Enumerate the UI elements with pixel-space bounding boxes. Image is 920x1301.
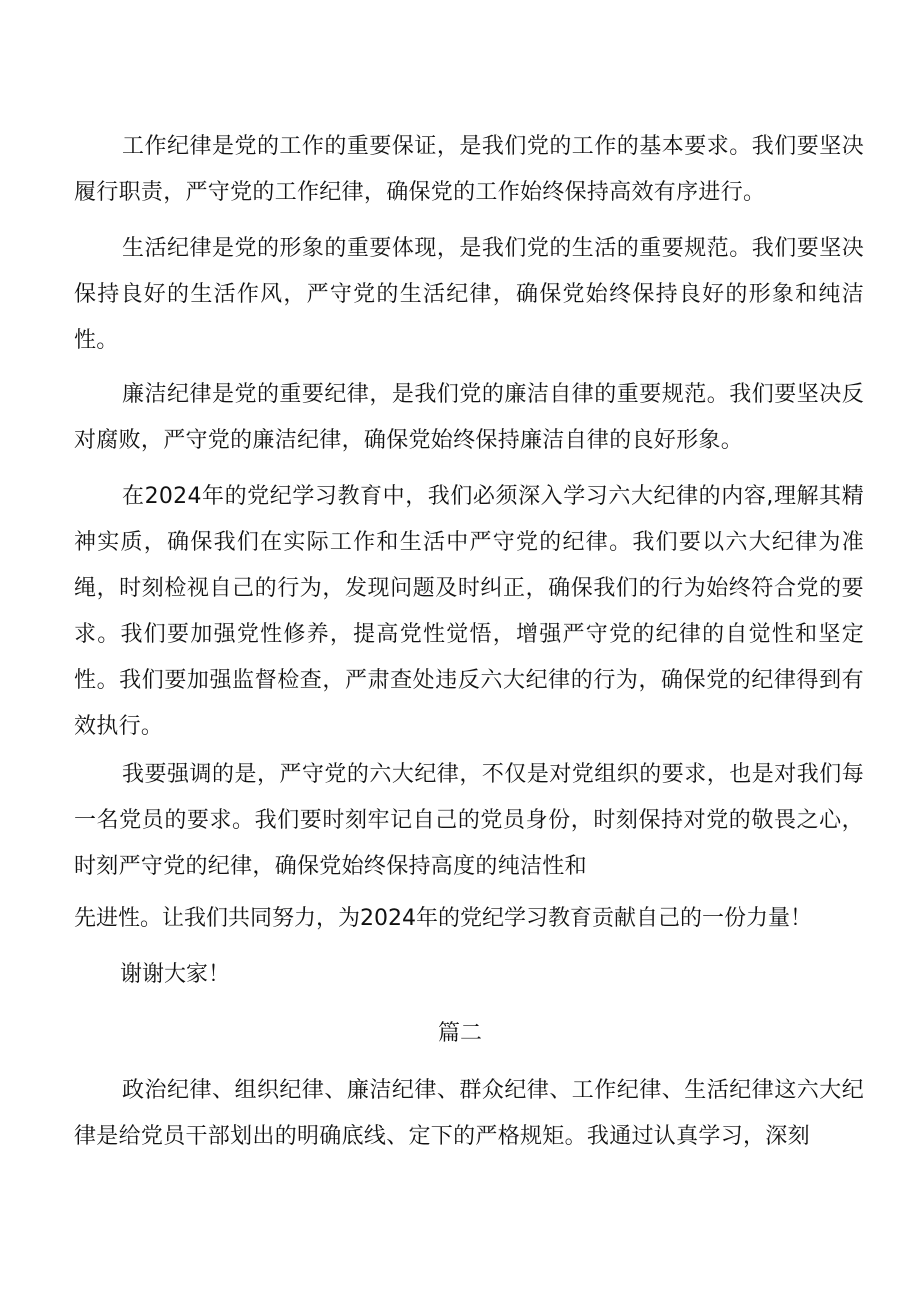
paragraph-study-education: 在2024年的党纪学习教育中，我们必须深入学习六大纪律的内容,理解其精神实质，确保我们在实际工作和生活中严守党的纪律。我们要以六大纪律为准绳，时刻检视自己的行为，发现问题及时纠正，确保我们的行为始终符合党的要求。我们要加强党性修养，提高党性觉悟，增强严守党的纪律的自觉性和坚定性。我们要加强监督检查，严肃查处违反六大纪律的行为，确保党的纪律得到有效执行。 [74,484,864,739]
section-heading: 篇二 [437,1021,482,1046]
paragraph-section-two: 政治纪律、组织纪律、廉洁纪律、群众纪律、工作纪律、生活纪律这六大纪律是给党员干部划出的明确底线、定下的严格规矩。我通过认真学习，深刻 [74,1078,864,1149]
paragraph-continuation: 先进性。让我们共同努力，为2024年的党纪学习教育贡献自己的一份力量！ [74,906,812,931]
paragraph-work-discipline: 工作纪律是党的工作的重要保证，是我们党的工作的基本要求。我们要坚决履行职责，严守党的工作纪律，确保党的工作始终保持高效有序进行。 [74,134,864,205]
closing-thanks: 谢谢大家！ [120,962,231,987]
paragraph-emphasis: 我要强调的是，严守党的六大纪律，不仅是对党组织的要求，也是对我们每一名党员的要求。我们要时刻牢记自己的党员身份，时刻保持对党的敬畏之心，时刻严守党的纪律，确保党始终保持高度的纯洁性和 [74,762,864,879]
paragraph-integrity-discipline: 廉洁纪律是党的重要纪律，是我们党的廉洁自律的重要规范。我们要坚决反对腐败，严守党的廉洁纪律，确保党始终保持廉洁自律的良好形象。 [74,382,864,453]
paragraph-life-discipline: 生活纪律是党的形象的重要体现，是我们党的生活的重要规范。我们要坚决保持良好的生活作风，严守党的生活纪律，确保党始终保持良好的形象和纯洁性。 [74,236,864,353]
